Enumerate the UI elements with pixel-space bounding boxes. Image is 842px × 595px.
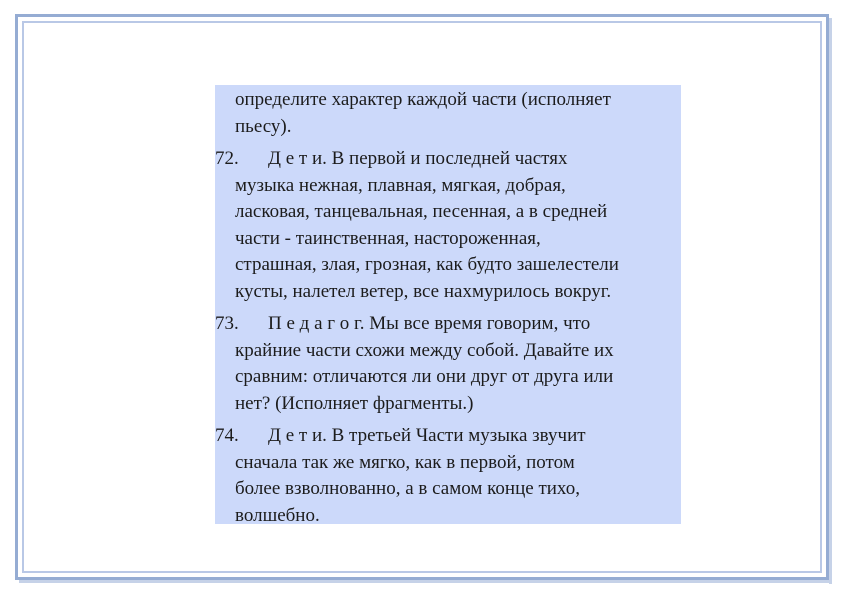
text-line: волшебно.: [235, 504, 320, 526]
paragraph-74: [215, 423, 681, 529]
paragraph-number: 73.: [215, 313, 239, 334]
text-line-content: П е д а г о г. Мы все время говорим, что: [268, 313, 591, 334]
text-line: [235, 146, 681, 173]
text-line: страшная, злая, грозная, как будто зашелестели: [235, 254, 619, 275]
text-line: нет? (Исполняет фрагменты.): [235, 392, 474, 414]
paragraph-73: [215, 311, 681, 417]
paragraph-number: 72.: [215, 148, 239, 169]
text-box: [215, 85, 681, 524]
frame-shadow-right: [829, 18, 832, 584]
paragraph-number: 74.: [215, 425, 239, 446]
paragraph-continuation: [215, 87, 681, 140]
text-line: музыка нежная, плавная, мягкая, добрая,: [235, 174, 566, 196]
paragraph-72: [215, 146, 681, 305]
text-line: сначала так же мягко, как в первой, потом: [235, 451, 575, 473]
text-line: пьесу).: [235, 115, 292, 137]
text-line: определите характер каждой части (исполняет: [235, 89, 611, 110]
text-line-content: Д е т и. В первой и последней частях: [268, 148, 568, 169]
text-line: ласковая, танцевальная, песенная, а в средней: [235, 201, 608, 222]
text-line: части - таинственная, настороженная,: [235, 227, 541, 249]
text-line: [235, 423, 681, 450]
text-line: более взволнованно, а в самом конце тихо,: [235, 478, 580, 499]
text-line: крайние части схожи между собой. Давайте их: [235, 339, 614, 361]
frame-shadow-bottom: [19, 580, 832, 583]
text-line: [235, 311, 681, 338]
text-line-content: Д е т и. В третьей Части музыка звучит: [268, 425, 586, 446]
text-line: кусты, налетел ветер, все нахмурилось вокруг.: [235, 280, 612, 302]
text-line: сравним: отличаются ли они друг от друга или: [235, 366, 614, 387]
